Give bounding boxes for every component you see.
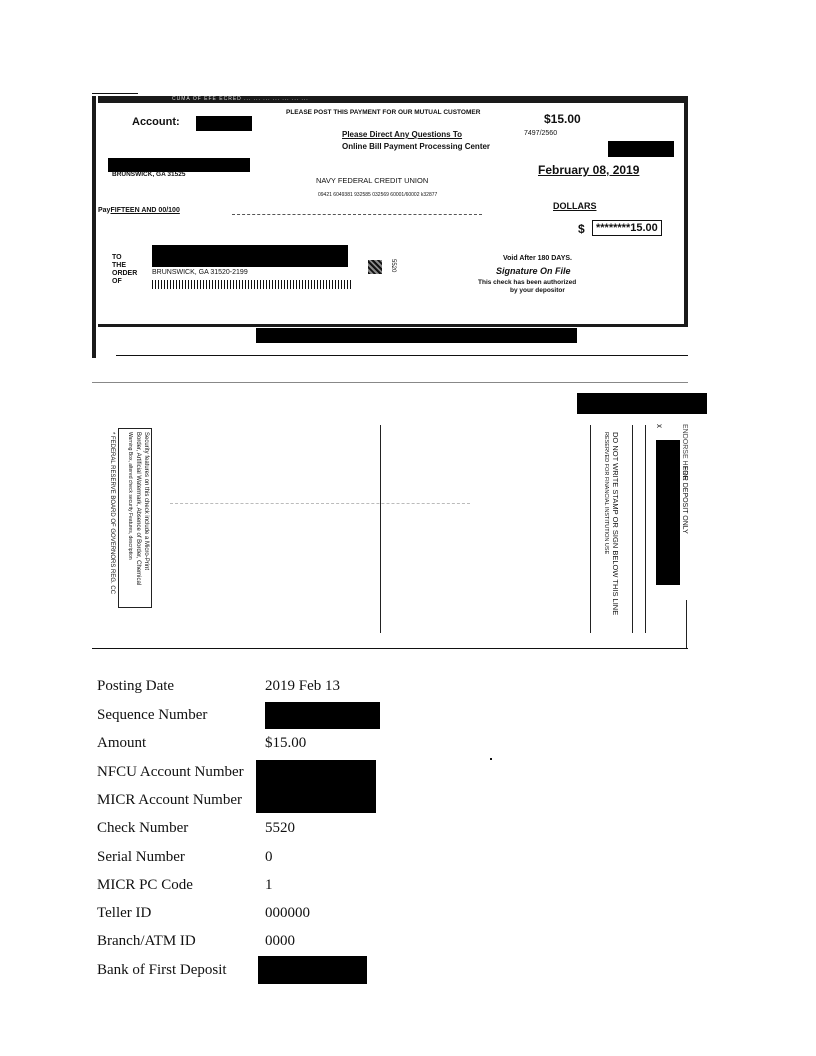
security-text-1: Security features on this check include a Micro-Print [143,432,149,571]
value-posting-date: 2019 Feb 13 [265,678,340,694]
front-bottom-rule [116,355,688,356]
qr-code [368,260,382,274]
payer-city: BRUNSWICK, GA 31525 [112,171,186,178]
vertical-check-number: 5520 [390,259,396,273]
reserved-text: RESERVED FOR FINANCIAL INSTITUTION USE [603,432,609,555]
top-rule [92,93,138,94]
check-front-image [92,96,688,358]
amount-top: $15.00 [544,112,581,126]
label-serial-number: Serial Number [97,849,185,865]
payer-name-redaction [108,158,250,172]
pay-line [98,207,180,214]
back-bottom-rule [92,648,688,649]
micr-line-redaction [256,328,577,343]
label-check-number: Check Number [97,820,189,836]
value-amount: $15.00 [265,735,307,751]
authorized-line-2: by your depositor [510,287,565,294]
dollar-sign: $ [578,222,585,236]
pay-words: FIFTEEN AND 00/100 [110,207,180,214]
security-text-2: Border, Artificial Watermark, Absence of Border, Chemical [135,432,141,586]
check-frame-left [92,96,96,358]
value-check-number: 5520 [265,820,295,836]
endorsement-redaction [656,440,680,585]
back-divider-3 [632,425,633,633]
label-amount: Amount [97,735,147,751]
label-branch-atm-id: Branch/ATM ID [97,933,196,949]
value-sequence-number-redaction [265,702,380,729]
security-box [118,428,152,608]
dollars-label: DOLLARS [553,201,597,211]
questions-line: Please Direct Any Questions To [342,130,463,139]
value-account-numbers-redaction [256,760,376,813]
value-serial-number: 0 [265,849,273,865]
payment-center: Online Bill Payment Processing Center [342,142,491,151]
account-redaction [196,116,252,131]
back-divider-4 [645,425,646,633]
label-posting-date: Posting Date [97,678,175,694]
check-frame-right [684,96,688,327]
endorse-header: ENDORSE HERE [681,424,688,481]
value-branch-atm-id: 0000 [265,933,295,949]
check-top-banner: CUMA OF EFE ECRED ... ... ... ... ... ... ... [172,96,309,102]
label-bank-of-first-deposit: Bank of First Deposit [97,962,227,978]
check-frame-bottom [98,324,688,327]
back-divider-5 [686,600,687,648]
post-payment-text: PLEASE POST THIS PAYMENT FOR OUR MUTUAL CUSTOMER [286,109,481,116]
label-micr-account-number: MICR Account Number [97,792,242,808]
to-the-order-of: TO THE ORDER OF [112,254,138,285]
value-micr-pc-code: 1 [265,877,273,893]
value-teller-id: 000000 [265,905,310,921]
payee-name-redaction [152,245,348,267]
pay-line-dashes [232,214,482,215]
security-text-3: Warning Box, altered check security Features, description [127,432,133,560]
authorized-line-1: This check has been authorized [478,279,577,286]
back-top-rule [92,382,688,383]
account-label: Account: [132,116,180,128]
value-bank-of-first-deposit-redaction [258,956,367,984]
amount-box: ********15.00 [592,220,662,236]
frb-text: * FEDERAL RESERVE BOARD OF GOVERNORS REG. CC [109,432,115,595]
label-teller-id: Teller ID [97,905,152,921]
signature-on-file: Signature On File [496,266,571,276]
label-nfcu-account-number: NFCU Account Number [97,764,244,780]
back-divider-2 [590,425,591,633]
routing-line: 09421 6049381 932585 032569 60001/60002 k32877 [318,192,438,198]
back-top-redaction [577,393,707,414]
void-after: Void After 180 DAYS. [503,255,572,262]
scan-smudge [170,503,470,504]
postnet-barcode [152,280,352,289]
label-micr-pc-code: MICR PC Code [97,877,193,893]
phone-number: 7497/2560 [524,130,558,137]
for-deposit-only: FOR DEPOSIT ONLY [681,466,688,534]
phone-redaction [608,141,674,157]
back-divider-1 [380,425,381,633]
bank-name: NAVY FEDERAL CREDIT UNION [316,176,429,185]
do-not-write-text: DO NOT WRITE STAMP OR SIGN BELOW THIS LINE [611,432,620,616]
label-sequence-number: Sequence Number [97,707,208,723]
check-date: February 08, 2019 [538,163,640,177]
payee-city: BRUNSWICK, GA 31520-2199 [152,269,248,276]
endorse-x: x [655,424,664,428]
stray-dot [490,758,492,760]
pay-label: Pay [98,207,111,214]
